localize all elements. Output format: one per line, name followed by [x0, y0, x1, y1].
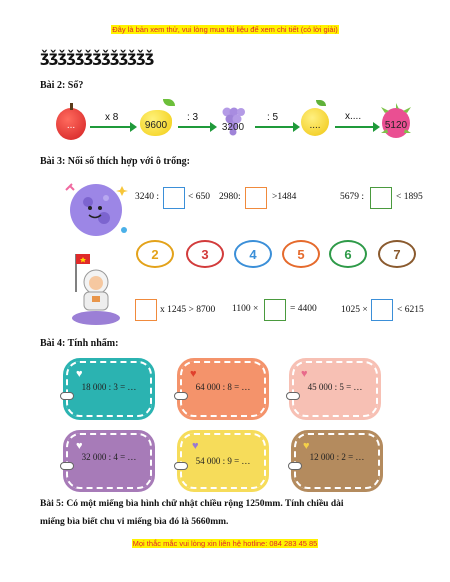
- paperclip-icon: [174, 392, 188, 400]
- chain-value-5: 5120: [384, 120, 408, 131]
- number-option-2[interactable]: 2: [136, 240, 174, 268]
- bai2-title: Bài 2: Số?: [40, 80, 84, 91]
- bai5-line-2: miếng bìa biết chu vi miếng bìa đó là 5660mm.: [40, 517, 229, 527]
- answer-box[interactable]: [370, 187, 392, 209]
- number-option-7[interactable]: 7: [378, 240, 416, 268]
- ineq-3-after: < 1895: [396, 192, 423, 202]
- paperclip-icon: [286, 392, 300, 400]
- ineq-5-after: = 4400: [290, 304, 317, 314]
- ineq-5-before: 1100 ×: [232, 304, 259, 314]
- ineq-6-before: 1025 ×: [341, 305, 368, 315]
- number-option-6[interactable]: 6: [329, 240, 367, 268]
- chain-value-3: 3200: [221, 122, 245, 133]
- arrow-icon: [178, 126, 212, 128]
- ineq-2-after: >1484: [272, 192, 297, 202]
- bai5-line-1: Bài 5: Có một miếng bìa hình chữ nhật chiều rộng 1250mm. Tính chiều dài: [40, 499, 344, 509]
- paperclip-icon: [288, 462, 302, 470]
- card-text-4: 32 000 : 4 = …: [81, 452, 137, 462]
- op-2: : 3: [187, 112, 199, 123]
- astronaut-illustration-icon: [66, 252, 124, 326]
- arrow-icon: [90, 126, 132, 128]
- arrow-icon: [255, 126, 295, 128]
- heart-icon: ♥: [76, 440, 83, 452]
- bottom-banner-text: Mọi thắc mắc vui lòng xin liên hệ hotline: 084 283 45 85: [132, 539, 318, 548]
- card-text-5: 54 000 : 9 = …: [195, 456, 251, 466]
- op-3: : 5: [267, 112, 279, 123]
- op-4: x....: [345, 111, 362, 122]
- chain-value-2: 9600: [144, 120, 168, 131]
- answer-box[interactable]: [135, 299, 157, 321]
- number-option-3[interactable]: 3: [186, 240, 224, 268]
- answer-box[interactable]: [245, 187, 267, 209]
- ineq-1-before: 3240 :: [135, 192, 160, 202]
- card-text-1: 18 000 : 3 = …: [81, 382, 137, 392]
- op-1: x 8: [105, 112, 119, 123]
- decorative-divider: ǯǯǯǯǯǯǯǯǯǯǯǯǯ: [40, 48, 154, 66]
- answer-box[interactable]: [264, 299, 286, 321]
- paperclip-icon: [60, 462, 74, 470]
- ineq-4-after: x 1245 > 8700: [160, 305, 216, 315]
- ineq-3-before: 5679 :: [340, 192, 365, 202]
- answer-box[interactable]: [163, 187, 185, 209]
- ineq-2-before: 2980:: [219, 192, 241, 202]
- ineq-6-after: < 6215: [397, 305, 424, 315]
- bottom-banner: [0, 539, 450, 548]
- number-option-5[interactable]: 5: [282, 240, 320, 268]
- bai3-title: Bài 3: Nối số thích hợp với ô trống:: [40, 156, 190, 167]
- card-text-6: 12 000 : 2 = …: [309, 452, 365, 462]
- paperclip-icon: [60, 392, 74, 400]
- planet-illustration-icon: [62, 176, 130, 242]
- chain-value-1: ...: [66, 120, 76, 131]
- top-banner-text: Đây là bản xem thử, vui lòng mua tài liệu để xem chi tiết (có lời giải): [112, 25, 338, 34]
- answer-box[interactable]: [371, 299, 393, 321]
- card-text-3: 45 000 : 5 = …: [307, 382, 363, 392]
- apple-stem-icon: [70, 103, 73, 110]
- number-option-4[interactable]: 4: [234, 240, 272, 268]
- ineq-1-after: < 650: [188, 192, 210, 202]
- heart-icon: ♥: [192, 440, 199, 452]
- leaf-icon: [163, 99, 175, 106]
- heart-icon: ♥: [76, 368, 83, 380]
- card-text-2: 64 000 : 8 = …: [195, 382, 251, 392]
- heart-icon: ♥: [190, 368, 197, 380]
- leaf-icon: [316, 100, 326, 106]
- chain-value-4: ....: [309, 120, 321, 131]
- heart-icon: ♥: [301, 368, 308, 380]
- top-banner: [0, 25, 450, 34]
- heart-icon: ♥: [303, 440, 310, 452]
- bai4-title: Bài 4: Tính nhẩm:: [40, 338, 119, 349]
- arrow-icon: [335, 126, 375, 128]
